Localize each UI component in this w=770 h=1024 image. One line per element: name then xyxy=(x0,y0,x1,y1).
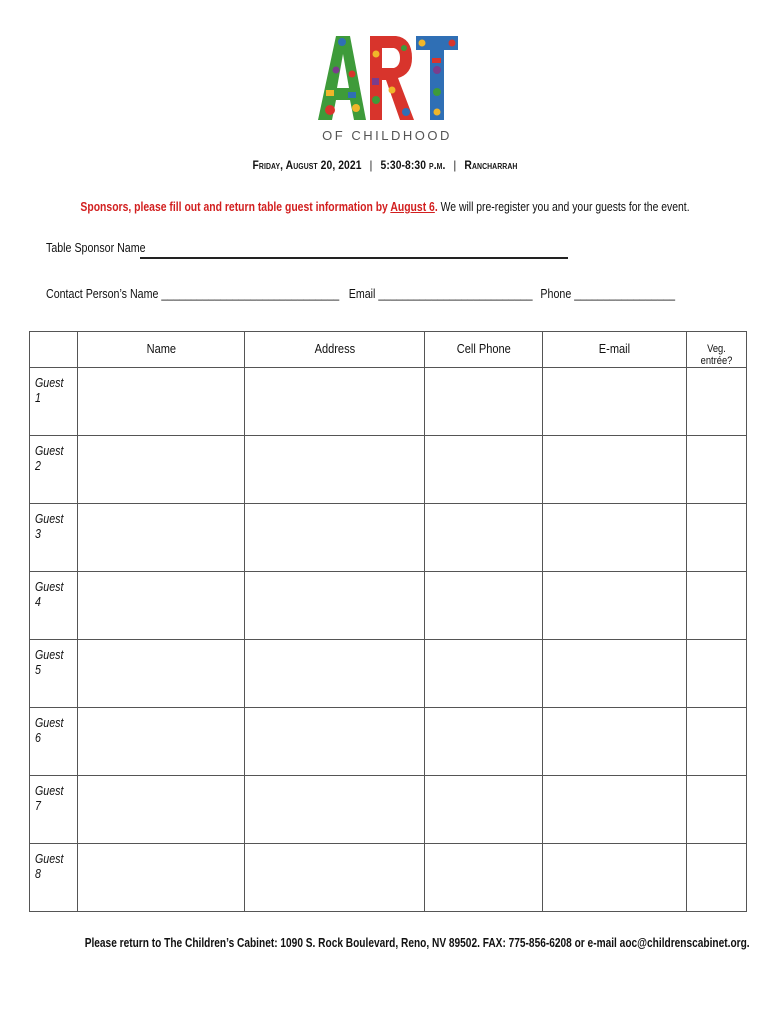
table-row xyxy=(30,572,747,640)
guest-label-cell xyxy=(30,504,78,572)
instruction-red-text: Sponsors, please fill out and return table guest information by xyxy=(80,199,391,214)
guest-name-cell[interactable] xyxy=(78,640,245,708)
guest-email-cell[interactable] xyxy=(543,844,687,912)
guest-label: Guest 6 xyxy=(35,715,64,745)
contact-row xyxy=(46,286,735,301)
phone-label: Phone xyxy=(540,286,572,301)
guest-label: Guest 2 xyxy=(35,443,64,473)
guest-veg-entree-cell[interactable] xyxy=(687,504,747,572)
guest-name-cell[interactable] xyxy=(78,708,245,776)
guest-label-cell xyxy=(30,368,78,436)
guest-name-cell[interactable] xyxy=(78,504,245,572)
header-guest-column xyxy=(30,332,78,368)
guest-address-cell[interactable] xyxy=(245,776,425,844)
guest-cell-phone-cell[interactable] xyxy=(425,640,543,708)
guest-name-cell[interactable] xyxy=(78,844,245,912)
guest-table-body xyxy=(30,368,747,912)
guest-table xyxy=(29,331,747,912)
logo-letter-t xyxy=(416,36,458,120)
guest-cell-phone-cell[interactable] xyxy=(425,368,543,436)
table-header-row xyxy=(30,332,747,368)
table-sponsor-row xyxy=(46,240,167,255)
event-separator: | xyxy=(453,158,457,172)
guest-cell-phone-cell[interactable] xyxy=(425,504,543,572)
guest-email-cell[interactable] xyxy=(543,640,687,708)
guest-veg-entree-cell[interactable] xyxy=(687,640,747,708)
instruction-red-part xyxy=(80,199,437,214)
guest-cell-phone-cell[interactable] xyxy=(425,708,543,776)
header-address xyxy=(245,332,425,368)
guest-email-cell[interactable] xyxy=(543,776,687,844)
guest-veg-entree-cell[interactable] xyxy=(687,436,747,504)
guest-name-cell[interactable] xyxy=(78,368,245,436)
event-location: Rancharrah xyxy=(464,158,518,172)
guest-address-cell[interactable] xyxy=(245,572,425,640)
event-separator: | xyxy=(369,158,373,172)
guest-label-cell xyxy=(30,572,78,640)
header-name-label: Name xyxy=(146,341,176,356)
table-row xyxy=(30,708,747,776)
table-row xyxy=(30,776,747,844)
return-instructions: Please return to The Children’s Cabinet: 1090 S. Rock Boulevard, Reno, NV 89502. FAX: 775-856-6208 or e-mail aoc@childrenscabinet.org. xyxy=(84,935,750,950)
table-row xyxy=(30,640,747,708)
guest-cell-phone-cell[interactable] xyxy=(425,436,543,504)
header-address-label: Address xyxy=(314,341,355,356)
guest-label: Guest 3 xyxy=(35,511,64,541)
guest-cell-phone-cell[interactable] xyxy=(425,776,543,844)
table-sponsor-name-field[interactable] xyxy=(140,257,568,259)
art-of-childhood-logo xyxy=(312,30,462,158)
instruction-red-period: . xyxy=(434,199,438,214)
guest-email-cell[interactable] xyxy=(543,708,687,776)
guest-label: Guest 1 xyxy=(35,375,64,405)
header-email-label: E-mail xyxy=(598,341,631,356)
deadline-date: August 6 xyxy=(390,199,435,214)
guest-label-cell xyxy=(30,708,78,776)
guest-veg-entree-cell[interactable] xyxy=(687,368,747,436)
guest-label: Guest 4 xyxy=(35,579,64,609)
guest-veg-entree-cell[interactable] xyxy=(687,844,747,912)
logo-letter-r xyxy=(370,36,414,120)
phone-field[interactable]: _________________ xyxy=(574,286,676,301)
header-veg-entree-label: Veg. entrée? xyxy=(700,343,733,367)
table-sponsor-label: Table Sponsor Name xyxy=(46,240,146,255)
guest-address-cell[interactable] xyxy=(245,504,425,572)
guest-name-cell[interactable] xyxy=(78,572,245,640)
art-logo-graphic xyxy=(312,30,462,122)
header-cell-phone xyxy=(425,332,543,368)
table-row xyxy=(30,368,747,436)
guest-veg-entree-cell[interactable] xyxy=(687,776,747,844)
guest-address-cell[interactable] xyxy=(245,640,425,708)
guest-address-cell[interactable] xyxy=(245,844,425,912)
logo-subtitle: OF CHILDHOOD xyxy=(322,128,452,143)
guest-label: Guest 8 xyxy=(35,851,64,881)
guest-email-cell[interactable] xyxy=(543,572,687,640)
header-name xyxy=(78,332,245,368)
table-row xyxy=(30,844,747,912)
header-veg-entree xyxy=(687,332,747,368)
header-email xyxy=(543,332,687,368)
guest-veg-entree-cell[interactable] xyxy=(687,708,747,776)
guest-label-cell xyxy=(30,776,78,844)
table-row xyxy=(30,436,747,504)
email-label: Email xyxy=(348,286,376,301)
email-field[interactable]: __________________________ xyxy=(378,286,533,301)
guest-email-cell[interactable] xyxy=(543,368,687,436)
table-row xyxy=(30,504,747,572)
event-time: 5:30-8:30 p.m. xyxy=(380,158,446,172)
guest-email-cell[interactable] xyxy=(543,504,687,572)
guest-address-cell[interactable] xyxy=(245,436,425,504)
event-details xyxy=(54,158,716,172)
guest-veg-entree-cell[interactable] xyxy=(687,572,747,640)
guest-label-cell xyxy=(30,436,78,504)
guest-label-cell xyxy=(30,640,78,708)
guest-email-cell[interactable] xyxy=(543,436,687,504)
guest-cell-phone-cell[interactable] xyxy=(425,572,543,640)
instruction-text xyxy=(77,199,693,214)
event-date: Friday, August 20, 2021 xyxy=(252,158,362,172)
guest-address-cell[interactable] xyxy=(245,708,425,776)
header-cell-phone-label: Cell Phone xyxy=(456,341,511,356)
guest-label-cell xyxy=(30,844,78,912)
guest-cell-phone-cell[interactable] xyxy=(425,844,543,912)
guest-label: Guest 5 xyxy=(35,647,64,677)
contact-person-field[interactable]: ______________________________ xyxy=(161,286,340,301)
guest-name-cell[interactable] xyxy=(78,436,245,504)
guest-address-cell[interactable] xyxy=(245,368,425,436)
instruction-black-text: We will pre-register you and your guests for the event. xyxy=(440,199,690,214)
guest-name-cell[interactable] xyxy=(78,776,245,844)
contact-person-label: Contact Person’s Name xyxy=(46,286,159,301)
guest-label: Guest 7 xyxy=(35,783,64,813)
logo-letter-a xyxy=(318,36,366,120)
